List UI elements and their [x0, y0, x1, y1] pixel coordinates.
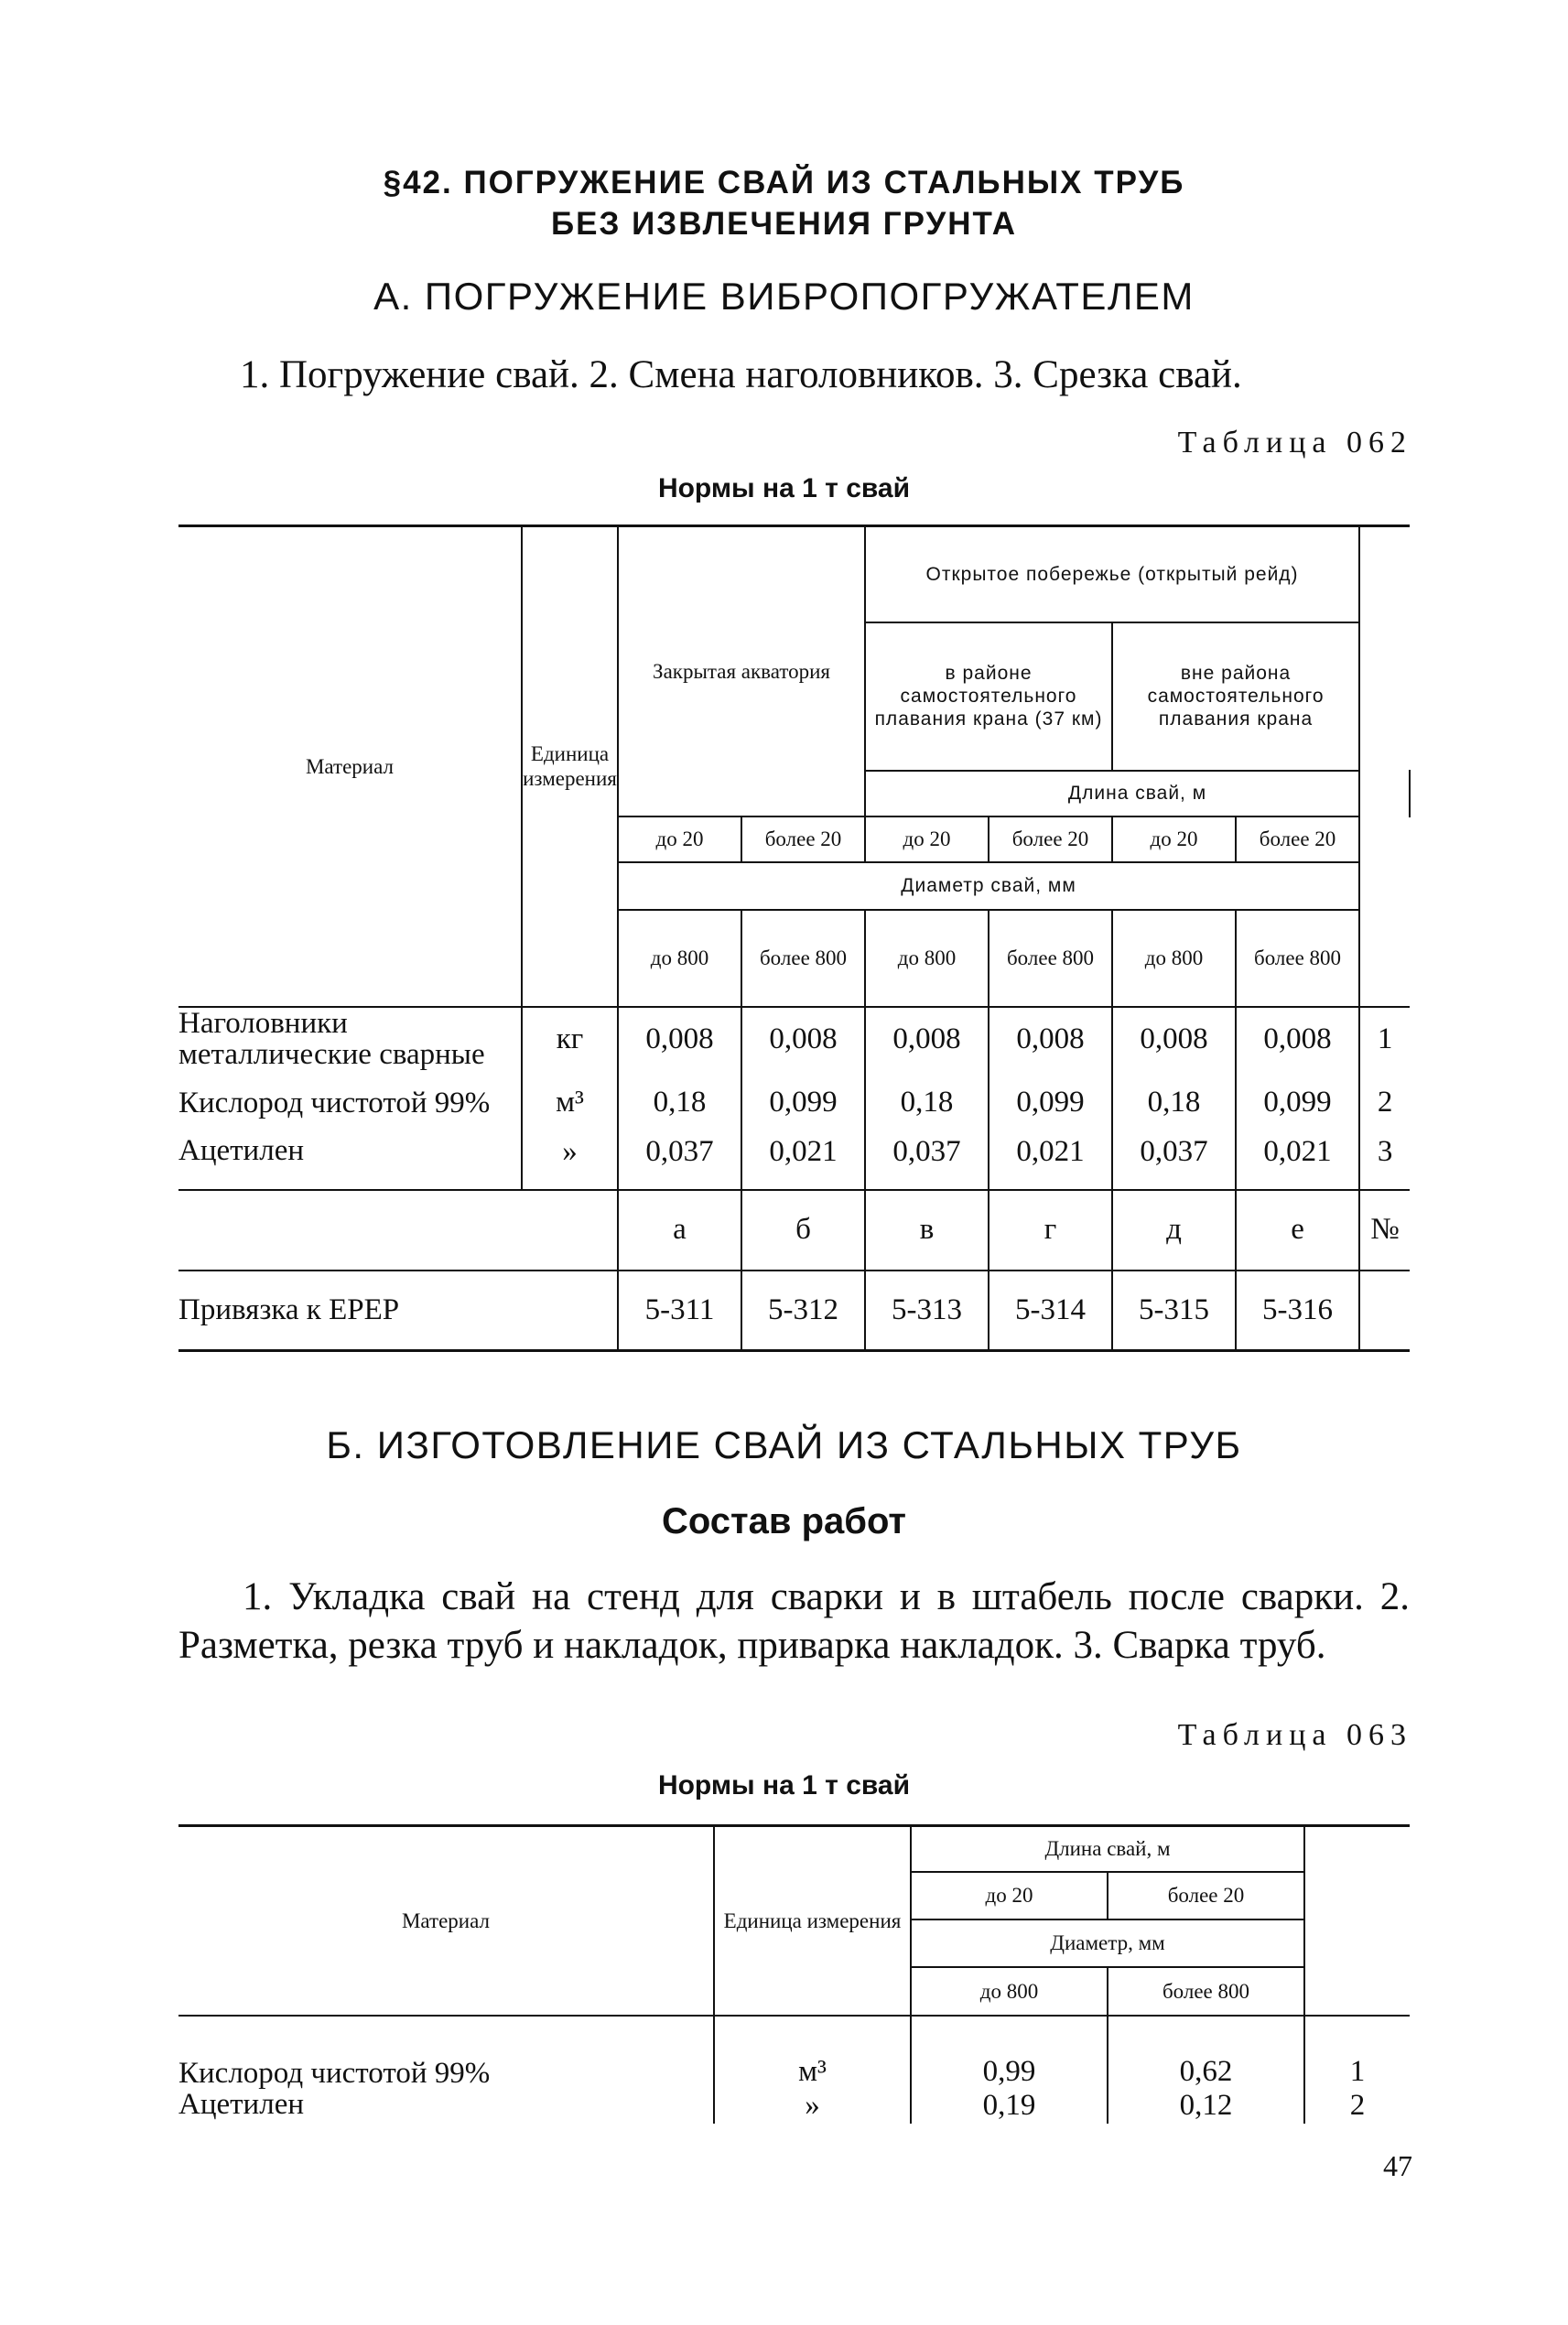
row-number: 3: [1359, 1135, 1410, 1190]
value-cell: 0,008: [1236, 1007, 1359, 1071]
letter-cell: в: [865, 1190, 989, 1271]
unit-cell: »: [522, 1135, 618, 1190]
value-cell: 0,037: [618, 1135, 741, 1190]
table-062-norms: Нормы на 1 т свай: [657, 473, 911, 503]
length-cell: до 20: [1112, 816, 1236, 862]
material-cell: Ацетилен: [178, 1135, 522, 1190]
value-cell: 0,19: [911, 2089, 1108, 2124]
pile-diameter-header: Диаметр свай, мм: [618, 862, 1359, 910]
code-cell: 5-314: [989, 1271, 1112, 1351]
code-cell: 5-311: [618, 1271, 741, 1351]
section-title-line-1: §42. ПОГРУЖЕНИЕ СВАЙ ИЗ СТАЛЬНЫХ ТРУБ: [383, 165, 1185, 200]
code-cell: 5-313: [865, 1271, 989, 1351]
value-cell: 0,008: [989, 1007, 1112, 1071]
binding-row: [178, 1271, 1410, 1351]
code-cell: 5-312: [741, 1271, 865, 1351]
value-cell: 0,021: [741, 1135, 865, 1190]
unit-cell: »: [714, 2089, 911, 2124]
table-row: [178, 2089, 1410, 2124]
letters-blank: [178, 1190, 618, 1271]
unit-cell: м³: [714, 2016, 911, 2089]
unit-cell: м³: [522, 1071, 618, 1135]
value-cell: 0,008: [1112, 1007, 1236, 1071]
value-cell: 0,099: [989, 1071, 1112, 1135]
part-b-work-list: 1. Укладка свай на стенд для сварки и в штабель после сварки. 2. Разметка, резка труб и накладок, приварка накладок. 3. Сварка труб.: [178, 1575, 1410, 1667]
pile-length-header: Длина свай, м: [911, 1826, 1304, 1872]
row-number: 1: [1359, 1007, 1410, 1071]
code-cell: 5-316: [1236, 1271, 1359, 1351]
letters-row: [178, 1190, 1410, 1271]
no-col-header: [1304, 1826, 1410, 2016]
no-label: №: [1359, 1190, 1410, 1271]
table-062: [178, 524, 1411, 1352]
diameter-cell: более 800: [989, 910, 1112, 1007]
material-cell: Наголовники металлические сварные: [178, 1007, 522, 1071]
col-material-header: Материал: [178, 526, 522, 1007]
col-material-header: Материал: [178, 1826, 714, 2016]
col-unit-header: Единица измерения: [522, 526, 618, 1007]
value-cell: 0,021: [989, 1135, 1112, 1190]
diameter-cell: более 800: [741, 910, 865, 1007]
part-a-work-list: 1. Погружение свай. 2. Смена наголовников. 3. Срезка свай.: [240, 353, 1242, 396]
in-area-header: в районе самостоятельного плавания крана (37 км): [865, 622, 1112, 771]
row-number: 1: [1304, 2016, 1410, 2089]
length-cell: до 20: [911, 1872, 1108, 1919]
value-cell: 0,18: [618, 1071, 741, 1135]
length-cell: более 20: [1236, 816, 1359, 862]
value-cell: 0,021: [1236, 1135, 1359, 1190]
part-b-heading: Б. ИЗГОТОВЛЕНИЕ СВАЙ ИЗ СТАЛЬНЫХ ТРУБ: [326, 1423, 1242, 1466]
value-cell: 0,18: [1112, 1071, 1236, 1135]
letter-cell: д: [1112, 1190, 1236, 1271]
value-cell: 0,008: [865, 1007, 989, 1071]
material-cell: Кислород чистотой 99%: [178, 2016, 714, 2089]
binding-blank: [1359, 1271, 1410, 1351]
table-row: [178, 1135, 1410, 1190]
value-cell: 0,037: [865, 1135, 989, 1190]
table-row: [178, 1071, 1410, 1135]
open-coast-header: Открытое побережье (открытый рейд): [865, 526, 1359, 622]
code-cell: 5-315: [1112, 1271, 1236, 1351]
col-unit-header: Единица измерения: [714, 1826, 911, 2016]
diameter-header: Диаметр, мм: [911, 1919, 1304, 1967]
out-area-header: вне района самостоятельного плавания крана: [1112, 622, 1359, 771]
diameter-cell: до 800: [618, 910, 741, 1007]
table-063-label: Таблица 063: [1177, 1718, 1412, 1752]
diameter-cell: более 800: [1108, 1967, 1304, 2016]
value-cell: 0,12: [1108, 2089, 1304, 2124]
value-cell: 0,18: [865, 1071, 989, 1135]
row-number: 2: [1304, 2089, 1410, 2124]
value-cell: 0,008: [741, 1007, 865, 1071]
binding-label: Привязка к ЕРЕР: [178, 1271, 618, 1351]
length-cell: до 20: [865, 816, 989, 862]
page-number: 47: [1383, 2149, 1412, 2182]
pile-length-header: Длина свай, м: [865, 771, 1410, 816]
table-063-norms: Нормы на 1 т свай: [657, 1770, 911, 1801]
value-cell: 0,99: [911, 2016, 1108, 2089]
no-col-header: [1359, 526, 1410, 1007]
table-063: [178, 1824, 1410, 2124]
closed-water-header: Закрытая акватория: [618, 526, 865, 816]
part-b-subheading: Состав работ: [662, 1501, 906, 1541]
letter-cell: б: [741, 1190, 865, 1271]
table-row: [178, 2016, 1410, 2089]
length-cell: более 20: [741, 816, 865, 862]
table-row: [178, 1007, 1410, 1071]
section-title-line-2: БЕЗ ИЗВЛЕЧЕНИЯ ГРУНТА: [550, 206, 1017, 242]
diameter-cell: до 800: [911, 1967, 1108, 2016]
value-cell: 0,037: [1112, 1135, 1236, 1190]
letter-cell: а: [618, 1190, 741, 1271]
table-062-label: Таблица 062: [1177, 426, 1412, 460]
length-cell: более 20: [989, 816, 1112, 862]
diameter-cell: до 800: [865, 910, 989, 1007]
letter-cell: г: [989, 1190, 1112, 1271]
part-a-heading: А. ПОГРУЖЕНИЕ ВИБРОПОГРУЖАТЕЛЕМ: [373, 275, 1195, 318]
material-cell: Кислород чистотой 99%: [178, 1071, 522, 1135]
diameter-cell: более 800: [1236, 910, 1359, 1007]
unit-cell: кг: [522, 1007, 618, 1071]
row-number: 2: [1359, 1071, 1410, 1135]
value-cell: 0,099: [1236, 1071, 1359, 1135]
value-cell: 0,62: [1108, 2016, 1304, 2089]
length-cell: до 20: [618, 816, 741, 862]
material-cell: Ацетилен: [178, 2089, 714, 2124]
length-cell: более 20: [1108, 1872, 1304, 1919]
value-cell: 0,099: [741, 1071, 865, 1135]
letter-cell: е: [1236, 1190, 1359, 1271]
diameter-cell: до 800: [1112, 910, 1236, 1007]
value-cell: 0,008: [618, 1007, 741, 1071]
